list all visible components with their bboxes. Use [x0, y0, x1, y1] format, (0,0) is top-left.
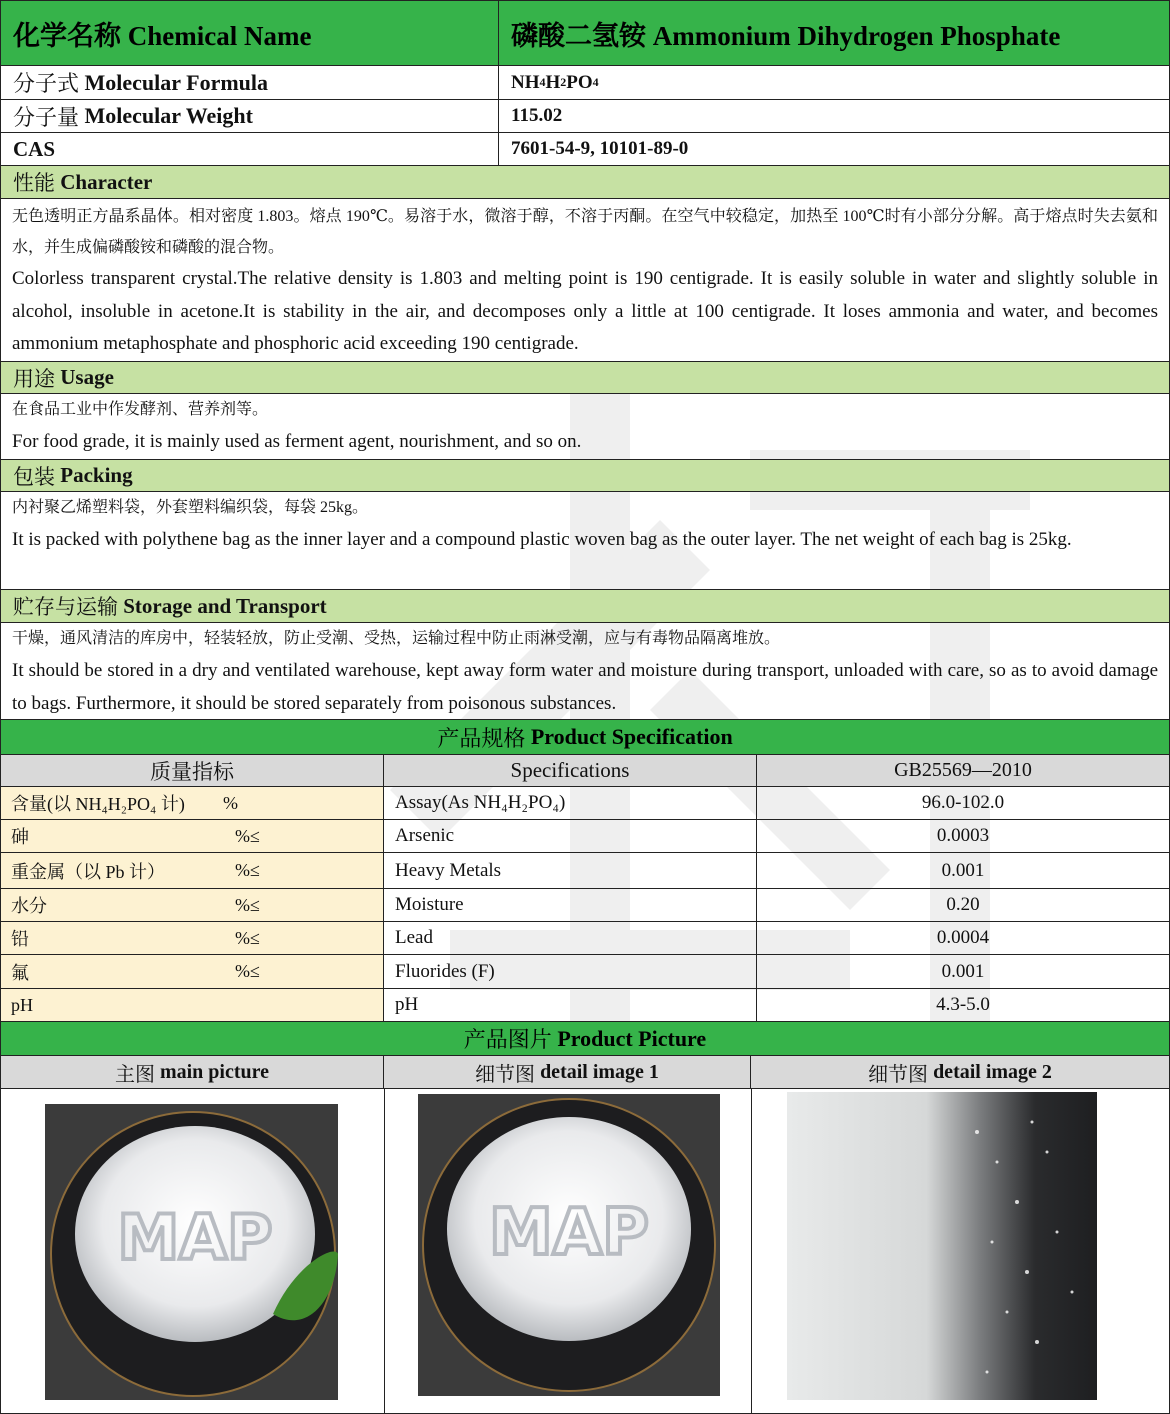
spec-item-cn-text: 含量(以 NH₄H₂PO₄ 计): [11, 794, 185, 814]
spec-item-cn-text: 砷: [11, 827, 29, 847]
spec-item-en: pH: [384, 989, 757, 1021]
packing-text-en: It is packed with polythene bag as the inner layer and a compound plastic woven bag as the outer layer. The net weight of each bag is 25kg.: [12, 529, 1072, 550]
spec-col-cn: 质量指标: [1, 755, 384, 786]
spec-col-standard: GB25569—2010: [894, 759, 1032, 781]
formula-value: NH 4 H 2 PO 4: [511, 71, 599, 93]
spec-item-unit: %≤: [235, 860, 260, 880]
main-product-photo: [45, 1104, 338, 1400]
formula-label-en: Molecular Formula: [84, 69, 269, 95]
spec-item-value: 0.001: [941, 859, 985, 881]
spec-row: [0, 889, 1170, 922]
spec-col-en: Specifications: [384, 755, 757, 786]
character-body: [0, 199, 1170, 362]
spec-row: [0, 989, 1170, 1022]
spec-item-unit: %≤: [235, 927, 260, 948]
spec-item-cn-text: 氟: [11, 962, 29, 983]
spec-item-unit: %≤: [235, 961, 260, 981]
detail-photo-2: [787, 1092, 1097, 1400]
spec-item-cn: [1, 853, 384, 888]
map-text-1: MAP: [117, 1201, 273, 1274]
storage-heading: 贮存与运输 Storage and Transport: [0, 590, 1170, 623]
spec-item-en: Arsenic: [384, 820, 757, 852]
picture-label-detail-1: 细节图 detail image 1: [384, 1056, 751, 1088]
spec-item-cn: [1, 889, 384, 921]
usage-text-en: For food grade, it is mainly used as ferment agent, nourishment, and so on.: [12, 431, 582, 452]
map-text-2: MAP: [488, 1196, 650, 1270]
packing-heading: 包装 Packing: [0, 460, 1170, 492]
picture-label-main: 主图 main picture: [1, 1056, 384, 1088]
spec-heading: 产品规格 Product Specification: [0, 720, 1170, 755]
spec-column-headers: [0, 755, 1170, 787]
usage-text-cn: 在食品工业中作发酵剂、营养剂等。: [12, 401, 269, 418]
spec-row: [0, 853, 1170, 889]
spec-item-en: Assay(As NH₄H₂PO₄): [384, 787, 757, 819]
picture-label-detail-2: 细节图 detail image 2: [868, 1060, 1052, 1086]
spec-item-cn: [1, 787, 384, 819]
chemical-name-value: 磷酸二氢铵 Ammonium Dihydrogen Phosphate: [511, 20, 1061, 51]
storage-body: [0, 623, 1170, 720]
spec-row: [0, 922, 1170, 955]
cas-label: CAS: [1, 133, 499, 165]
picture-heading: 产品图片 Product Picture: [0, 1022, 1170, 1056]
spec-item-value: 4.3-5.0: [936, 994, 990, 1015]
spec-row: [0, 955, 1170, 989]
cas-value: 7601-54-9, 10101-89-0: [511, 138, 689, 159]
spec-row: [0, 820, 1170, 853]
spec-item-cn: [1, 922, 384, 954]
spec-item-cn-text: 重金属（以 Pb 计）: [11, 861, 166, 882]
weight-row: [0, 100, 1170, 133]
formula-row: [0, 66, 1170, 100]
storage-text-en: It should be stored in a dry and ventilated warehouse, kept away form water and moisture during transport, unloaded with care, so as to avoid damage to bags. Furthermore, it should be stored separately from poisonous substances.: [12, 660, 1158, 714]
spec-item-cn: [1, 989, 384, 1021]
weight-label-cn: 分子量: [13, 104, 80, 130]
detail-photo-1: [418, 1094, 720, 1396]
weight-value: 115.02: [511, 105, 563, 126]
spec-item-en: Fluorides (F): [384, 955, 757, 988]
weight-label-en: Molecular Weight: [84, 103, 253, 128]
spec-item-unit: %: [223, 792, 238, 813]
spec-item-cn: [1, 955, 384, 988]
spec-item-unit: %≤: [235, 825, 260, 846]
spec-item-value: 0.0004: [936, 927, 990, 948]
storage-text-cn: 干燥，通风清洁的库房中，轻装轻放，防止受潮、受热，运输过程中防止雨淋受潮，应与有毒物品隔离堆放。: [12, 630, 781, 647]
spec-item-cn-text: pH: [11, 994, 33, 1015]
usage-body: [0, 394, 1170, 460]
packing-text-cn: 内衬聚乙烯塑料袋，外套塑料编织袋，每袋 25kg。: [12, 499, 369, 516]
spec-item-en: Lead: [384, 922, 757, 954]
spec-row: [0, 787, 1170, 820]
formula-label-cn: 分子式: [13, 71, 80, 96]
character-text-cn: 无色透明正方晶系晶体。相对密度 1.803。熔点 190℃。易溶于水，微溶于醇，不溶于丙酮。在空气中较稳定，加热至 100℃时有小部分分解。高于熔点时失去氨和水，并生成偏磷酸铵和磷酸的混合物。: [12, 208, 1158, 256]
picture-labels: [0, 1056, 1170, 1089]
spec-item-cn: [1, 820, 384, 852]
spec-item-value: 0.001: [941, 960, 985, 982]
spec-item-value: 0.0003: [936, 825, 990, 846]
spec-item-cn-text: 水分: [11, 896, 47, 916]
spec-item-value: 0.20: [946, 894, 980, 915]
spec-item-value: 96.0-102.0: [921, 792, 1005, 813]
spec-item-unit: %≤: [235, 894, 260, 915]
cas-row: [0, 133, 1170, 166]
spec-item-cn-text: 铅: [11, 929, 29, 949]
title-row: [0, 0, 1170, 66]
chemical-name-label: 化学名称 Chemical Name: [1, 1, 499, 65]
packing-body: [0, 492, 1170, 590]
spec-item-en: Moisture: [384, 889, 757, 921]
character-heading: 性能 Character: [0, 166, 1170, 199]
character-text-en: Colorless transparent crystal.The relative density is 1.803 and melting point is 190 centigrade. It is easily soluble in water and slightly soluble in alcohol, insoluble in acetone.It is stability in the air, and decomposes only a little at 100 centigrade. It loses ammonia and water, and becomes ammonium metaphosphate and phosphoric acid exceeding 190 centigrade.: [12, 268, 1158, 354]
spec-item-en: Heavy Metals: [384, 853, 757, 888]
usage-heading: 用途 Usage: [0, 362, 1170, 394]
